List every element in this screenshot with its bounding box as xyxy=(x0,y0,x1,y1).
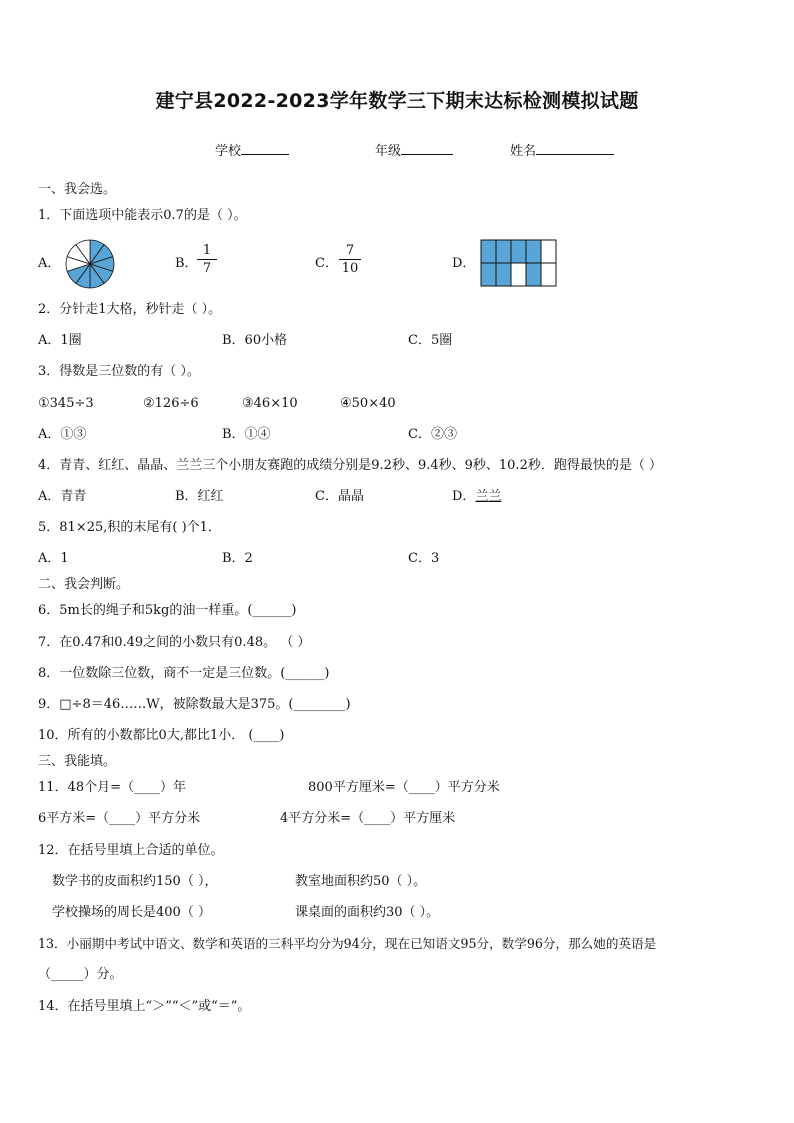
grade-field[interactable]: 年级 xyxy=(375,142,453,160)
page-title: 建宁县2022-2023学年数学三下期末达标检测模拟试题 xyxy=(155,90,639,112)
q1-fraction-c: 7 10 xyxy=(338,243,362,276)
name-blank[interactable] xyxy=(536,142,614,155)
q5-option-a: A．1 xyxy=(38,551,69,566)
q2-option-b: B．60小格 xyxy=(222,333,288,348)
q5-stem: 5．81×25,积的末尾有( )个1． xyxy=(38,520,221,535)
q3-expr-3: ③46×10 xyxy=(242,396,298,411)
section-heading-3: 三、我能填。 xyxy=(38,754,117,769)
section-heading-2: 二、我会判断。 xyxy=(38,577,130,592)
grid-cell xyxy=(526,240,541,263)
q12-item-c: 学校操场的周长是400（ ） xyxy=(52,905,211,920)
q12-stem: 12．在括号里填上合适的单位。 xyxy=(38,843,224,858)
q1-grid-chart xyxy=(480,239,558,287)
q12-item-d: 课桌面的面积约30（ ）。 xyxy=(295,905,440,920)
q12-item-a: 数学书的皮面积约150（ ）， xyxy=(52,874,218,889)
grid-cell xyxy=(496,240,511,263)
grid-cell xyxy=(541,263,556,286)
q11-item-b: 800平方厘米=（____）平方分米 xyxy=(308,780,500,795)
name-field[interactable]: 姓名 xyxy=(510,142,614,160)
q3-expr-4: ④50×40 xyxy=(340,396,396,411)
q1-pie-chart xyxy=(64,239,116,289)
q1-option-d: D． xyxy=(452,256,476,271)
grid-cell xyxy=(481,263,496,286)
q5-option-b: B．2 xyxy=(222,551,253,566)
pie-slices xyxy=(66,240,114,288)
section-heading-1: 一、我会选。 xyxy=(38,182,117,197)
grade-blank[interactable] xyxy=(401,142,453,155)
q1-option-b: B． xyxy=(175,256,198,271)
q4-option-d: D．兰兰 xyxy=(452,489,502,504)
q1-option-c: C． xyxy=(315,256,338,271)
q11-item-a: 11．48个月=（____）年 xyxy=(38,780,186,795)
q3-option-c: C．②③ xyxy=(408,427,457,442)
q3-option-a: A．①③ xyxy=(38,427,87,442)
q13-line-2: （_____）分。 xyxy=(38,967,123,982)
school-field[interactable]: 学校 xyxy=(215,142,289,160)
q3-expr-2: ②126÷6 xyxy=(143,396,199,411)
q3-expr-1: ①345÷3 xyxy=(38,396,94,411)
q11-item-d: 4平方分米=（____）平方厘米 xyxy=(280,811,456,826)
q4-option-c: C．晶晶 xyxy=(315,489,364,504)
grid-cell xyxy=(496,263,511,286)
q7-statement: 7．在0.47和0.49之间的小数只有0.48。 （ ） xyxy=(38,635,311,650)
grid-cell xyxy=(481,240,496,263)
q1-option-a: A． xyxy=(38,256,61,271)
q3-stem: 3．得数是三位数的有（ ）。 xyxy=(38,364,200,379)
q4-option-b: B．红红 xyxy=(175,489,224,504)
q6-statement: 6．5m长的绳子和5kg的油一样重。(______) xyxy=(38,603,297,618)
q10-statement: 10．所有的小数都比0大,都比1小． (____) xyxy=(38,728,285,743)
q3-option-b: B．①④ xyxy=(222,427,271,442)
q13-line-1: 13．小丽期中考试中语文、数学和英语的三科平均分为94分，现在已知语文95分，数学96分，那么她的英语是 xyxy=(38,936,657,951)
q8-statement: 8．一位数除三位数，商不一定是三位数。(______) xyxy=(38,666,330,681)
q5-option-c: C．3 xyxy=(408,551,440,566)
q1-stem: 1．下面选项中能表示0.7的是（ ）。 xyxy=(38,208,247,223)
grid-cell xyxy=(526,263,541,286)
school-blank[interactable] xyxy=(241,142,289,155)
q2-option-a: A．1圈 xyxy=(38,333,82,348)
grid-cell xyxy=(511,240,526,263)
grid-cells xyxy=(481,240,556,286)
q4-option-a: A．青青 xyxy=(38,489,87,504)
q1-fraction-b: 1 7 xyxy=(196,243,218,276)
q2-stem: 2．分针走1大格，秒针走（ ）。 xyxy=(38,302,222,317)
q4-stem: 4．青青、红红、晶晶、兰兰三个小朋友赛跑的成绩分别是9.2秒、9.4秒、9秒、10.2秒．跑得最快的是（ ） xyxy=(38,458,662,473)
q11-item-c: 6平方米=（____）平方分米 xyxy=(38,811,201,826)
q12-item-b: 教室地面积约50（ ）。 xyxy=(295,874,427,889)
q9-statement: 9．□÷8＝46……W，被除数最大是375。(________) xyxy=(38,697,351,712)
q2-option-c: C．5圈 xyxy=(408,333,453,348)
grid-cell xyxy=(541,240,556,263)
grid-cell xyxy=(511,263,526,286)
q14-stem: 14．在括号里填上“＞”“＜”或“＝”。 xyxy=(38,999,251,1014)
